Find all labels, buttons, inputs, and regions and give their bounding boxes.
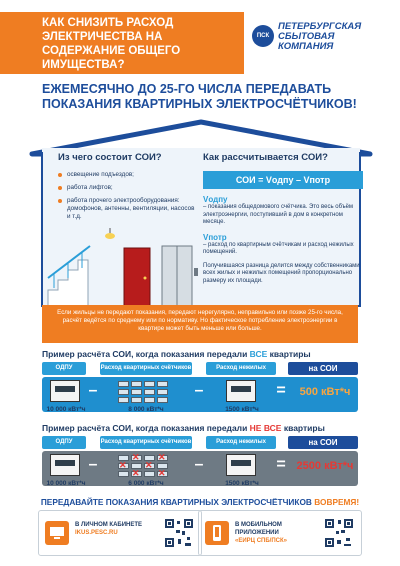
cta-title: [20, 497, 380, 507]
door-icon: [124, 248, 150, 306]
term-vpotr-name: Vпотр: [203, 232, 227, 242]
mobile-app-text: [235, 521, 315, 545]
header-title: КАК СНИЗИТЬ РАСХОД ЭЛЕКТРИЧЕСТВА НА СОДЕРЖАНИЕ ОБЩЕГО ИМУЩЕСТВА?: [42, 17, 181, 71]
example1-result: 500 кВт*ч: [299, 386, 351, 398]
nonresidential-meter-icon: [226, 454, 256, 476]
mobile-phone-icon: [205, 521, 229, 545]
logo-mark-icon: ПСК: [252, 25, 274, 47]
example1-row: [42, 362, 358, 412]
calculation-title: Как рассчитывается СОИ?: [203, 152, 328, 163]
term-vodpu-text: – показания общедомового счётчика. Это весь объём электроэнергии, поступивший в дом в конкретном месяце.: [203, 204, 354, 225]
minus-operator: –: [88, 382, 98, 399]
example2-row: [42, 436, 358, 486]
example2-title: [42, 423, 325, 433]
personal-account-label: В ЛИЧНОМ КАБИНЕТЕ: [75, 522, 143, 528]
composition-section: [58, 152, 198, 226]
personal-account-text: [75, 521, 155, 537]
col-apartments: Расход квартирных счётчиков: [100, 362, 192, 375]
odpu-value: 10 000 кВт*ч: [46, 406, 86, 413]
example2-title-b: квартиры: [281, 423, 325, 433]
apartment-meters-icon: [118, 381, 168, 403]
composition-item: работа прочего электрооборудования: домофонов, антенны, вентиляции, насосов и т.д.: [58, 197, 198, 221]
equals-operator: =: [276, 456, 286, 473]
example1-title-b: квартиры: [267, 349, 311, 359]
warning-banner: Если жильцы не передают показания, передают нерегулярно, неправильно или позже 25-го числа, расчёт ведётся по среднему или по нормативу. Но фактическое потребление электроэнергии в квартире может быть меньше или больше.: [42, 305, 358, 343]
col-odpu: ОДПУ: [42, 436, 86, 449]
apartments-value: 8 000 кВт*ч: [128, 406, 164, 413]
soi-formula: СОИ = Vодпу – Vпотр: [203, 171, 363, 189]
term-vodpu: [203, 195, 363, 227]
equals-operator: =: [276, 382, 286, 399]
computer-icon: [45, 521, 69, 545]
col-result: на СОИ: [288, 436, 358, 449]
odpu-meter-icon: [50, 380, 80, 402]
col-nonresidential: Расход нежилых: [206, 362, 276, 375]
header: [0, 0, 400, 75]
apartment-meters-partial-icon: [118, 455, 168, 477]
cta-title-a: ПЕРЕДАВАЙТЕ ПОКАЗАНИЯ КВАРТИРНЫХ ЭЛЕКТРОСЧЁТЧИКОВ: [40, 497, 315, 507]
example2-title-highlight: НЕ ВСЕ: [249, 423, 282, 433]
composition-title: Из чего состоит СОИ?: [58, 152, 162, 163]
minus-operator: –: [194, 456, 204, 473]
minus-operator: –: [194, 382, 204, 399]
odpu-value: 10 000 кВт*ч: [46, 480, 86, 487]
calculation-note: Получившаяся разница делится между собственниками всех жилых и нежилых помещений пропорционально размеру их площади.: [203, 262, 360, 284]
qr-code-icon[interactable]: [323, 517, 355, 549]
mobile-app-card[interactable]: [198, 510, 362, 556]
house-infographic: [28, 118, 374, 308]
col-nonresidential: Расход нежилых: [206, 436, 276, 449]
logo-text: ПЕТЕРБУРГСКАЯ СБЫТОВАЯ КОМПАНИЯ: [278, 21, 362, 52]
example1-title-highlight: ВСЕ: [249, 349, 268, 359]
composition-item: работа лифтов;: [58, 184, 198, 192]
term-vodpu-name: Vодпу: [203, 195, 228, 204]
col-odpu: ОДПУ: [42, 362, 86, 375]
example1-title-a: Пример расчёта СОИ, когда показания передали: [42, 349, 250, 359]
mobile-app-label: В МОБИЛЬНОМ ПРИЛОЖЕНИИ: [235, 522, 282, 536]
nonresidential-value: 1500 кВт*ч: [225, 406, 259, 413]
example2-result: 2500 кВт*ч: [296, 460, 354, 472]
nonresidential-meter-icon: [226, 380, 256, 402]
odpu-meter-icon: [50, 454, 80, 476]
col-result: на СОИ: [288, 362, 358, 375]
minus-operator: –: [88, 456, 98, 473]
qr-code-icon[interactable]: [163, 517, 195, 549]
col-apartments: Расход квартирных счётчиков: [100, 436, 192, 449]
term-vpotr-text: – расход по квартирным счётчикам и расход нежилых помещений.: [203, 241, 354, 255]
mobile-app-name[interactable]: «ЕИРЦ СПБ/ПСК»: [235, 538, 287, 544]
term-vpotr: [203, 233, 363, 257]
nonresidential-value: 1500 кВт*ч: [225, 480, 259, 487]
personal-account-card[interactable]: [38, 510, 202, 556]
main-headline: ЕЖЕМЕСЯЧНО ДО 25-ГО ЧИСЛА ПЕРЕДАВАТЬ ПОКАЗАНИЯ КВАРТИРНЫХ ЭЛЕКТРОСЧЁТЧИКОВ!: [42, 82, 357, 111]
apartments-value: 6 000 кВт*ч: [128, 480, 164, 487]
cta-title-highlight: ВОВРЕМЯ!: [314, 497, 360, 507]
example1-title: [42, 349, 311, 359]
personal-account-url[interactable]: IKUS.PESC.RU: [75, 530, 118, 536]
company-logo: [252, 22, 392, 62]
example2-title-a: Пример расчёта СОИ, когда показания передали: [42, 423, 250, 433]
calculation-section: [203, 152, 363, 285]
composition-item: освещение подъездов;: [58, 171, 198, 179]
